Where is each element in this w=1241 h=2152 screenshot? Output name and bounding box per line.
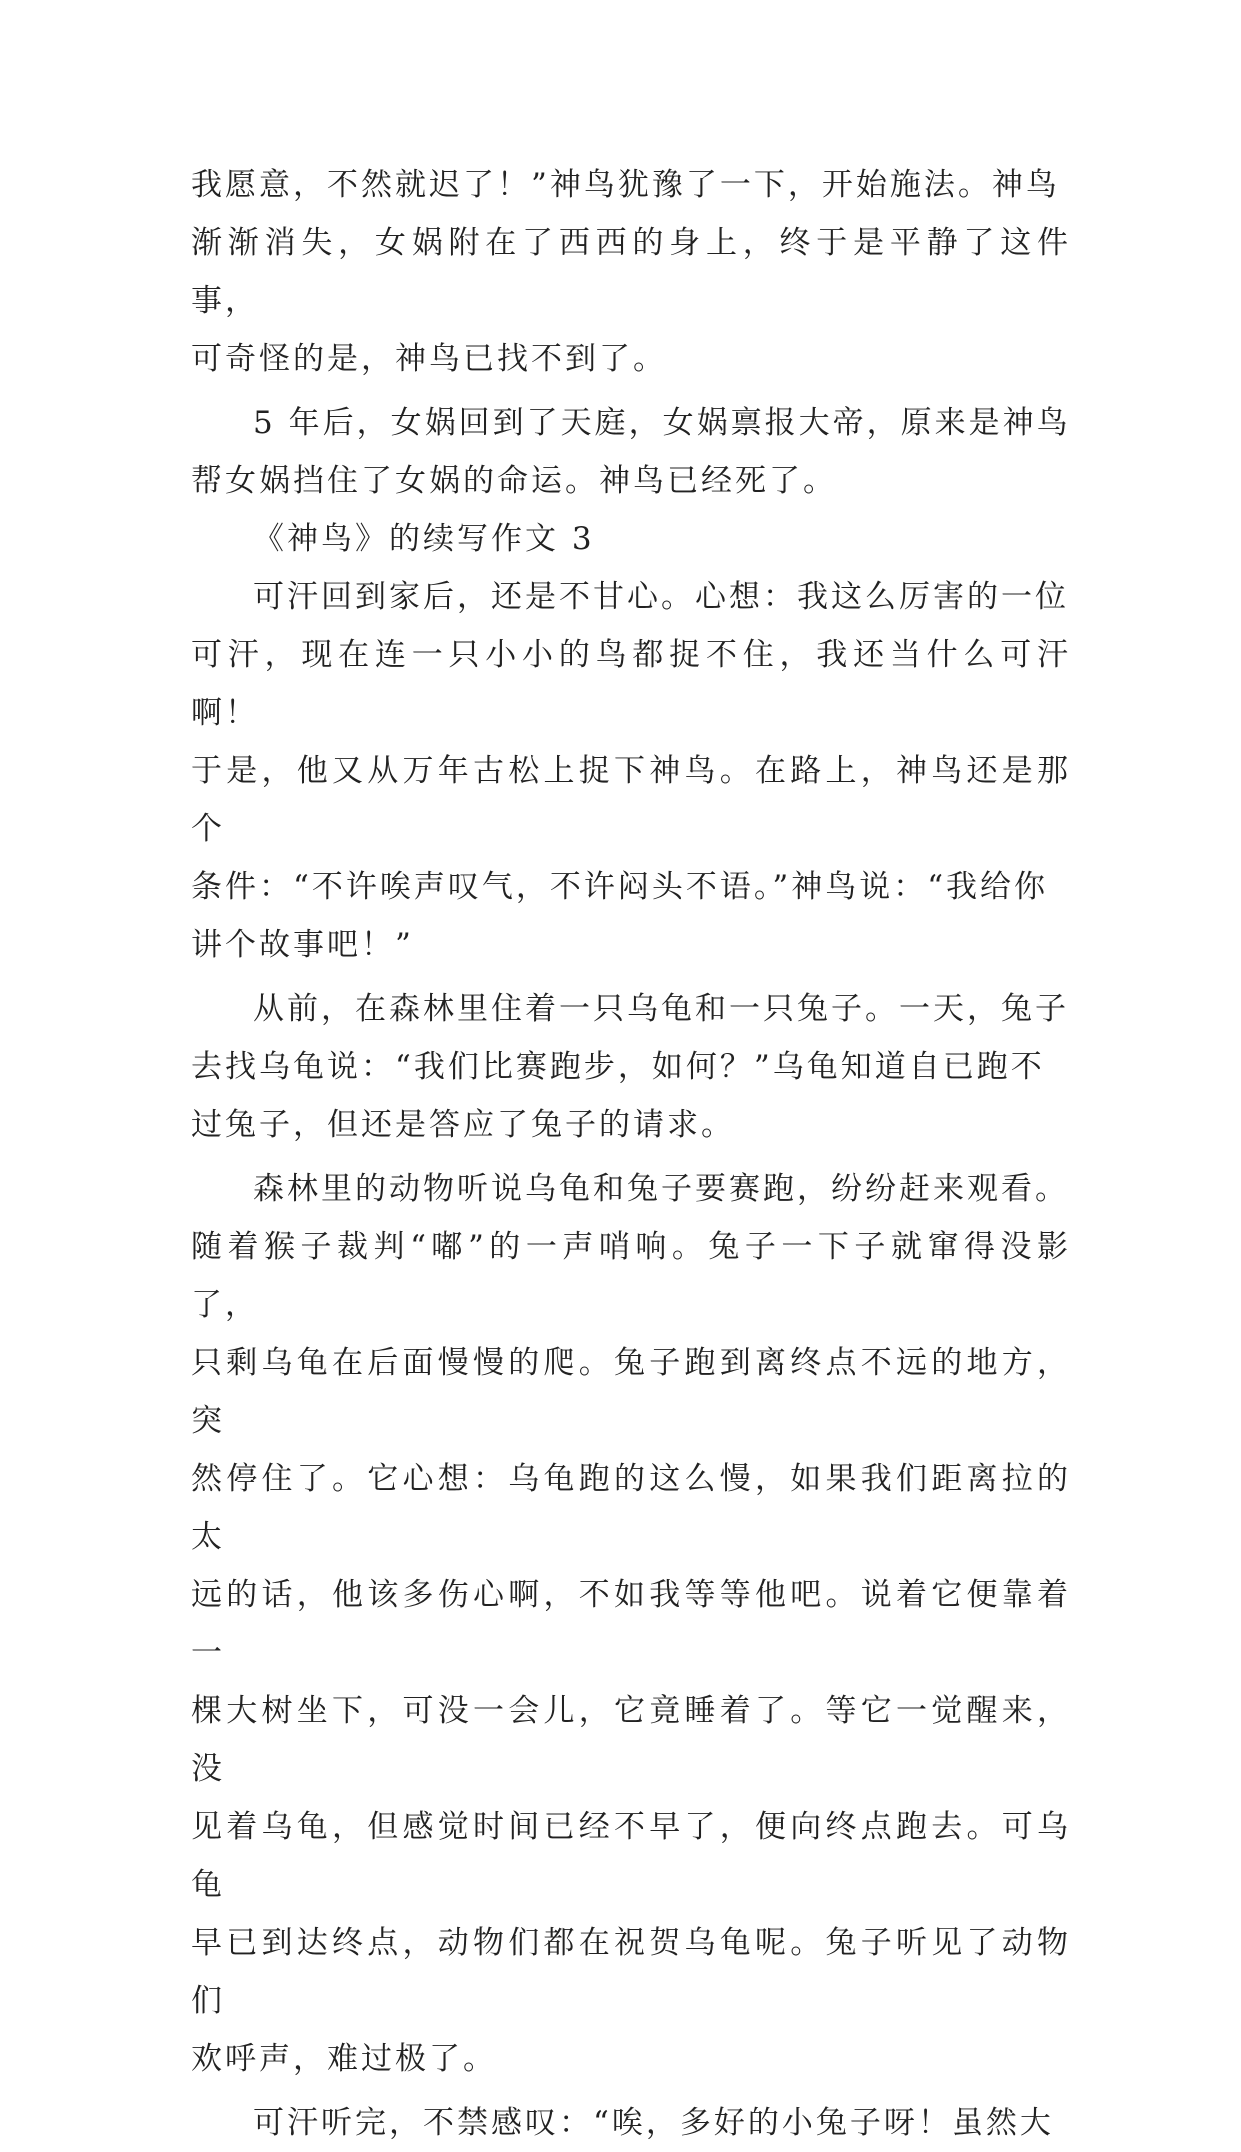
text-line: 随着猴子裁判“嘟”的一声哨响。兔子一下子就窜得没影了， (191, 1229, 1071, 1323)
text-line: 棵大树坐下，可没一会儿，它竟睡着了。等它一觉醒来，没 (191, 1693, 1071, 1787)
text-line: 森林里的动物听说乌龟和兔子要赛跑，纷纷赶来观看。 (253, 1171, 1069, 1207)
text-line: 帮女娲挡住了女娲的命运。神鸟已经死了。 (191, 463, 837, 499)
text-line: 可汗回到家后，还是不甘心。心想：我这么厉害的一位 (253, 579, 1069, 615)
text-line: 只剩乌龟在后面慢慢的爬。兔子跑到离终点不远的地方，突 (191, 1345, 1071, 1439)
text-line: 于是，他又从万年古松上捉下神鸟。在路上，神鸟还是那个 (191, 753, 1071, 847)
title-text: 《神鸟》的续写作文 3 (253, 521, 595, 557)
text-line: 渐渐消失，女娲附在了西西的身上，终于是平静了这件事， (191, 225, 1071, 319)
text-line: 过兔子，但还是答应了兔子的请求。 (191, 1107, 735, 1143)
text-line: 讲个故事吧！” (191, 927, 414, 963)
text-line: 从前，在森林里住着一只乌龟和一只兔子。一天，兔子 (253, 991, 1069, 1027)
text-line: 欢呼声，难过极了。 (191, 2041, 497, 2077)
text-line: 可奇怪的是，神鸟已找不到了。 (191, 341, 667, 377)
text-line: 去找乌龟说：“我们比赛跑步，如何？”乌龟知道自已跑不 (191, 1049, 1045, 1085)
paragraph-3 (191, 568, 1071, 974)
text-line: 见着乌龟，但感觉时间已经不早了，便向终点跑去。可乌龟 (191, 1809, 1071, 1903)
paragraph-2 (191, 394, 1071, 510)
paragraph-1 (191, 156, 1071, 388)
document-body (191, 156, 1071, 2152)
text-line: 5 年后，女娲回到了天庭，女娲禀报大帝，原来是神鸟 (253, 405, 1071, 441)
text-line: 我愿意，不然就迟了！”神鸟犹豫了一下，开始施法。神鸟 (191, 167, 1060, 203)
text-line: 远的话，他该多伤心啊，不如我等等他吧。说着它便靠着一 (191, 1577, 1071, 1671)
paragraph-4 (191, 980, 1071, 1154)
text-line: 然停住了。它心想：乌龟跑的这么慢，如果我们距离拉的太 (191, 1461, 1071, 1555)
text-line: 早已到达终点，动物们都在祝贺乌龟呢。兔子听见了动物们 (191, 1925, 1071, 2019)
paragraph-6 (191, 2094, 1071, 2152)
section-title (191, 510, 1071, 568)
text-line: 条件：“不许唉声叹气，不许闷头不语。”神鸟说：“我给你 (191, 869, 1049, 905)
text-line: 可汗听完，不禁感叹：“唉，多好的小兔子呀！虽然大 (253, 2105, 1054, 2141)
text-line: 可汗，现在连一只小小的鸟都捉不住，我还当什么可汗啊！ (191, 637, 1071, 731)
paragraph-5 (191, 1160, 1071, 2088)
